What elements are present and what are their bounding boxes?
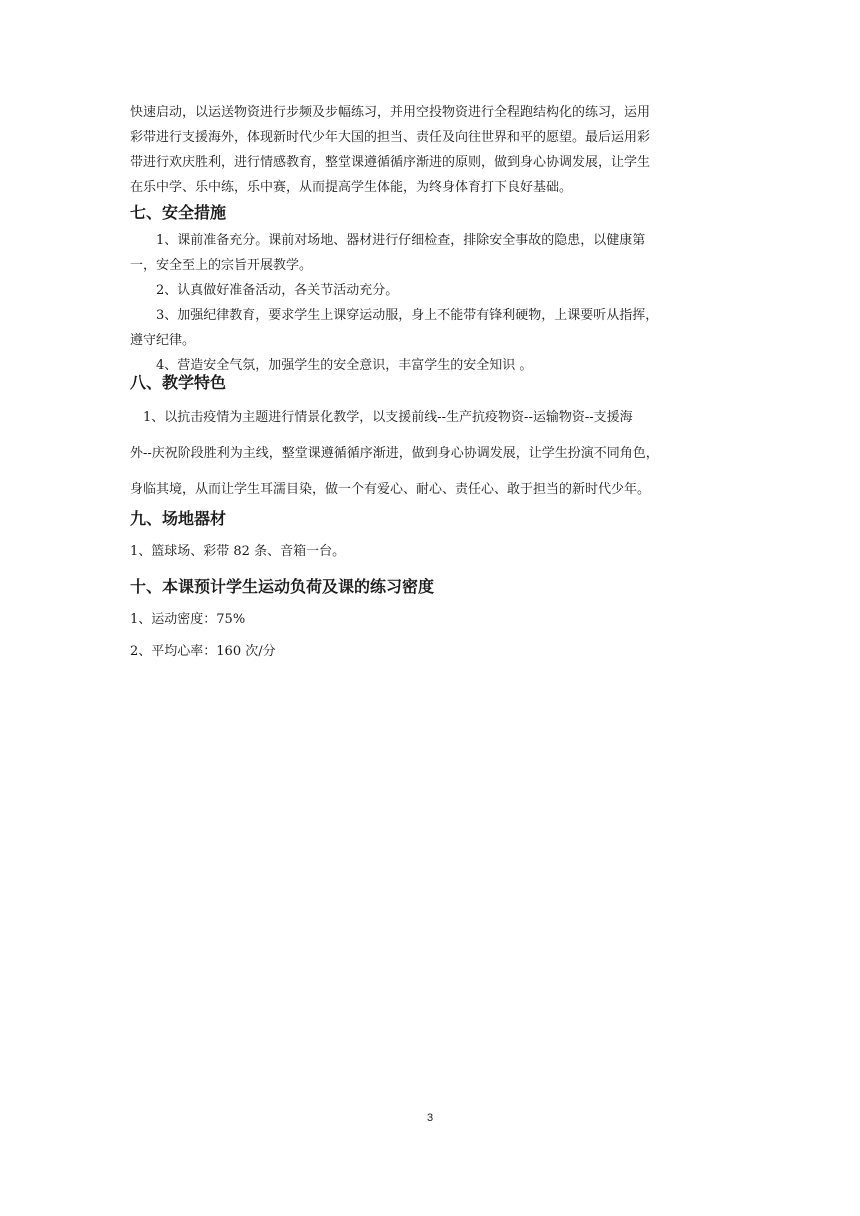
feature-line: 外--庆祝阶段胜利为主线，整堂课遵循循序渐进，做到身心协调发展，让学生扮演不同角色， [130,446,659,461]
heart-rate-item: 2、平均心率：160 次/分 [130,644,276,659]
safety-item-3-line: 3、加强纪律教育，要求学生上课穿运动服，身上不能带有锋利硬物，上课要听从指挥， [130,308,659,323]
safety-item-3-line: 遵守纪律。 [130,333,196,348]
intro-line: 带进行欢庆胜利，进行情感教育，整堂课遵循循序渐进的原则，做到身心协调发展，让学生 [130,155,651,170]
intro-line: 快速启动，以运送物资进行步频及步幅练习，并用空投物资进行全程跑结构化的练习，运用 [130,105,651,120]
safety-item-2-line: 2、认真做好准备活动，各关节活动充分。 [130,283,399,298]
section-8-paragraph [130,400,730,508]
intro-line: 彩带进行支援海外，体现新时代少年大国的担当、责任及向往世界和平的愿望。最后运用彩 [130,130,651,145]
section-7-list [130,228,730,378]
page-number: 3 [426,1112,434,1124]
equipment-item: 1、篮球场、彩带 82 条、音箱一台。 [130,544,346,559]
safety-item-4-line: 4、营造安全气氛，加强学生的安全意识，丰富学生的安全知识 。 [130,358,533,373]
safety-item-1-line: 1、课前准备充分。课前对场地、器材进行仔细检查，排除安全事故的隐患，以健康第 [130,233,646,248]
section-9-heading: 九、场地器材 [130,509,227,528]
exercise-density-item: 1、运动密度：75% [130,612,246,627]
safety-item-1-line: 一，安全至上的宗旨开展教学。 [130,258,313,273]
intro-paragraph [130,100,730,200]
section-10-heading: 十、本课预计学生运动负荷及课的练习密度 [130,577,435,596]
feature-line: 1、以抗击疫情为主题进行情景化教学，以支援前线--生产抗疫物资--运输物资--支援海 [130,410,633,425]
section-8-heading: 八、教学特色 [130,373,227,392]
feature-line: 身临其境，从而让学生耳濡目染，做一个有爱心、耐心、责任心、敢于担当的新时代少年。 [130,482,651,497]
section-7-heading: 七、安全措施 [130,203,227,222]
intro-line: 在乐中学、乐中练，乐中赛，从而提高学生体能，为终身体育打下良好基础。 [130,180,573,195]
